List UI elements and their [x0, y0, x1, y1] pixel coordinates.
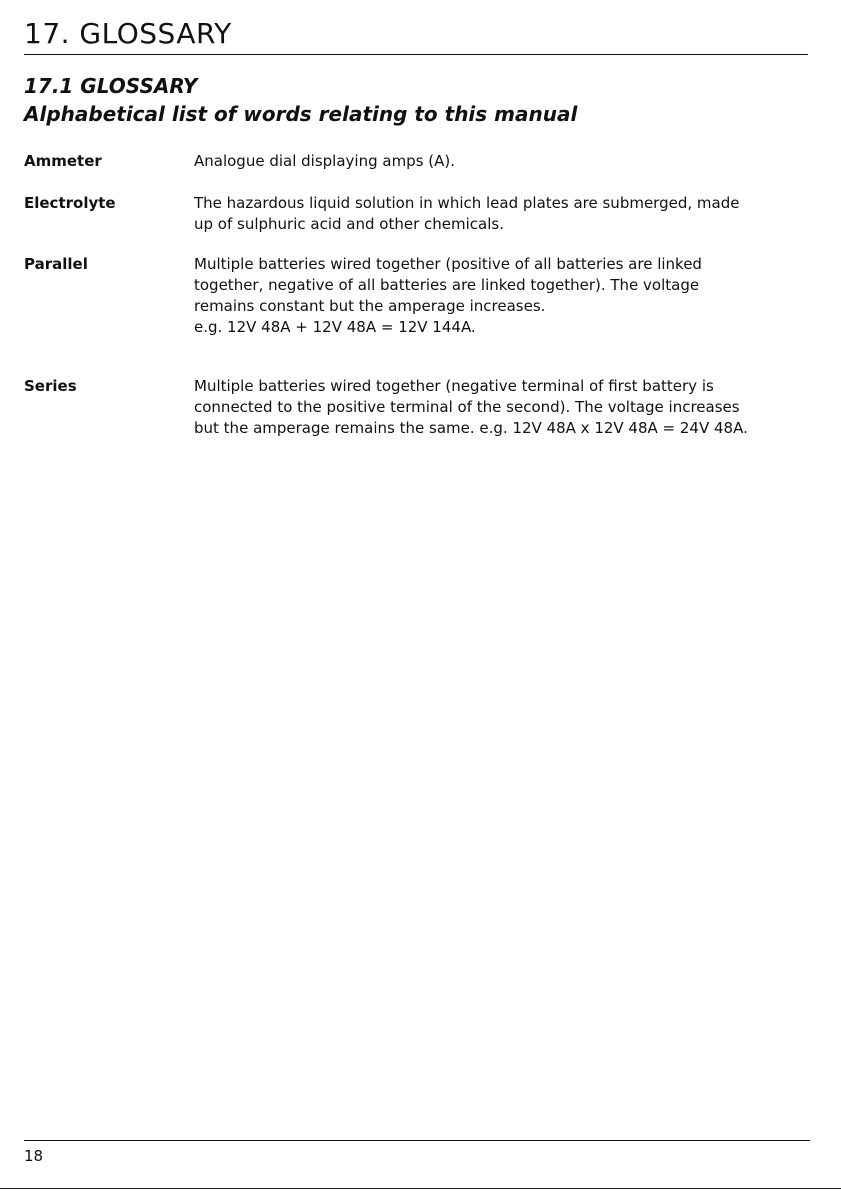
definition-line: remains constant but the amperage increases.: [194, 297, 546, 315]
glossary-entry-series: [24, 376, 814, 446]
chapter-title-rule: [24, 54, 808, 55]
glossary-list: [24, 151, 814, 446]
definition-line: up of sulphuric acid and other chemicals.: [194, 215, 504, 233]
section-heading: 17.1 GLOSSARY: [24, 74, 198, 98]
chapter-title: 17. GLOSSARY: [24, 17, 232, 50]
page-bottom-edge: [0, 1188, 841, 1189]
definition-line: The hazardous liquid solution in which lead plates are submerged, made: [194, 194, 740, 212]
footer-rule: [24, 1140, 810, 1141]
glossary-entry-electrolyte: [24, 193, 814, 254]
definition-line: Multiple batteries wired together (positive of all batteries are linked: [194, 255, 702, 273]
definition-line: but the amperage remains the same. e.g. 12V 48A x 12V 48A = 24V 48A.: [194, 419, 748, 437]
definition-line: together, negative of all batteries are linked together). The voltage: [194, 276, 700, 294]
glossary-entry-ammeter: [24, 151, 814, 193]
definition-line: Multiple batteries wired together (negative terminal of first battery is: [194, 377, 714, 395]
glossary-term: Ammeter: [24, 152, 102, 170]
glossary-definition: [194, 151, 814, 172]
glossary-definition: [194, 193, 814, 235]
glossary-term: Series: [24, 377, 77, 395]
section-subheading: Alphabetical list of words relating to this manual: [24, 102, 578, 126]
page-number: 18: [24, 1147, 44, 1165]
glossary-entry-parallel: [24, 254, 814, 376]
definition-line: connected to the positive terminal of the second). The voltage increases: [194, 398, 740, 416]
glossary-term: Parallel: [24, 255, 88, 273]
definition-line: e.g. 12V 48A + 12V 48A = 12V 144A.: [194, 318, 476, 336]
glossary-definition: [194, 254, 814, 338]
glossary-term: Electrolyte: [24, 194, 116, 212]
glossary-definition: [194, 376, 814, 439]
definition-line: Analogue dial displaying amps (A).: [194, 152, 456, 170]
